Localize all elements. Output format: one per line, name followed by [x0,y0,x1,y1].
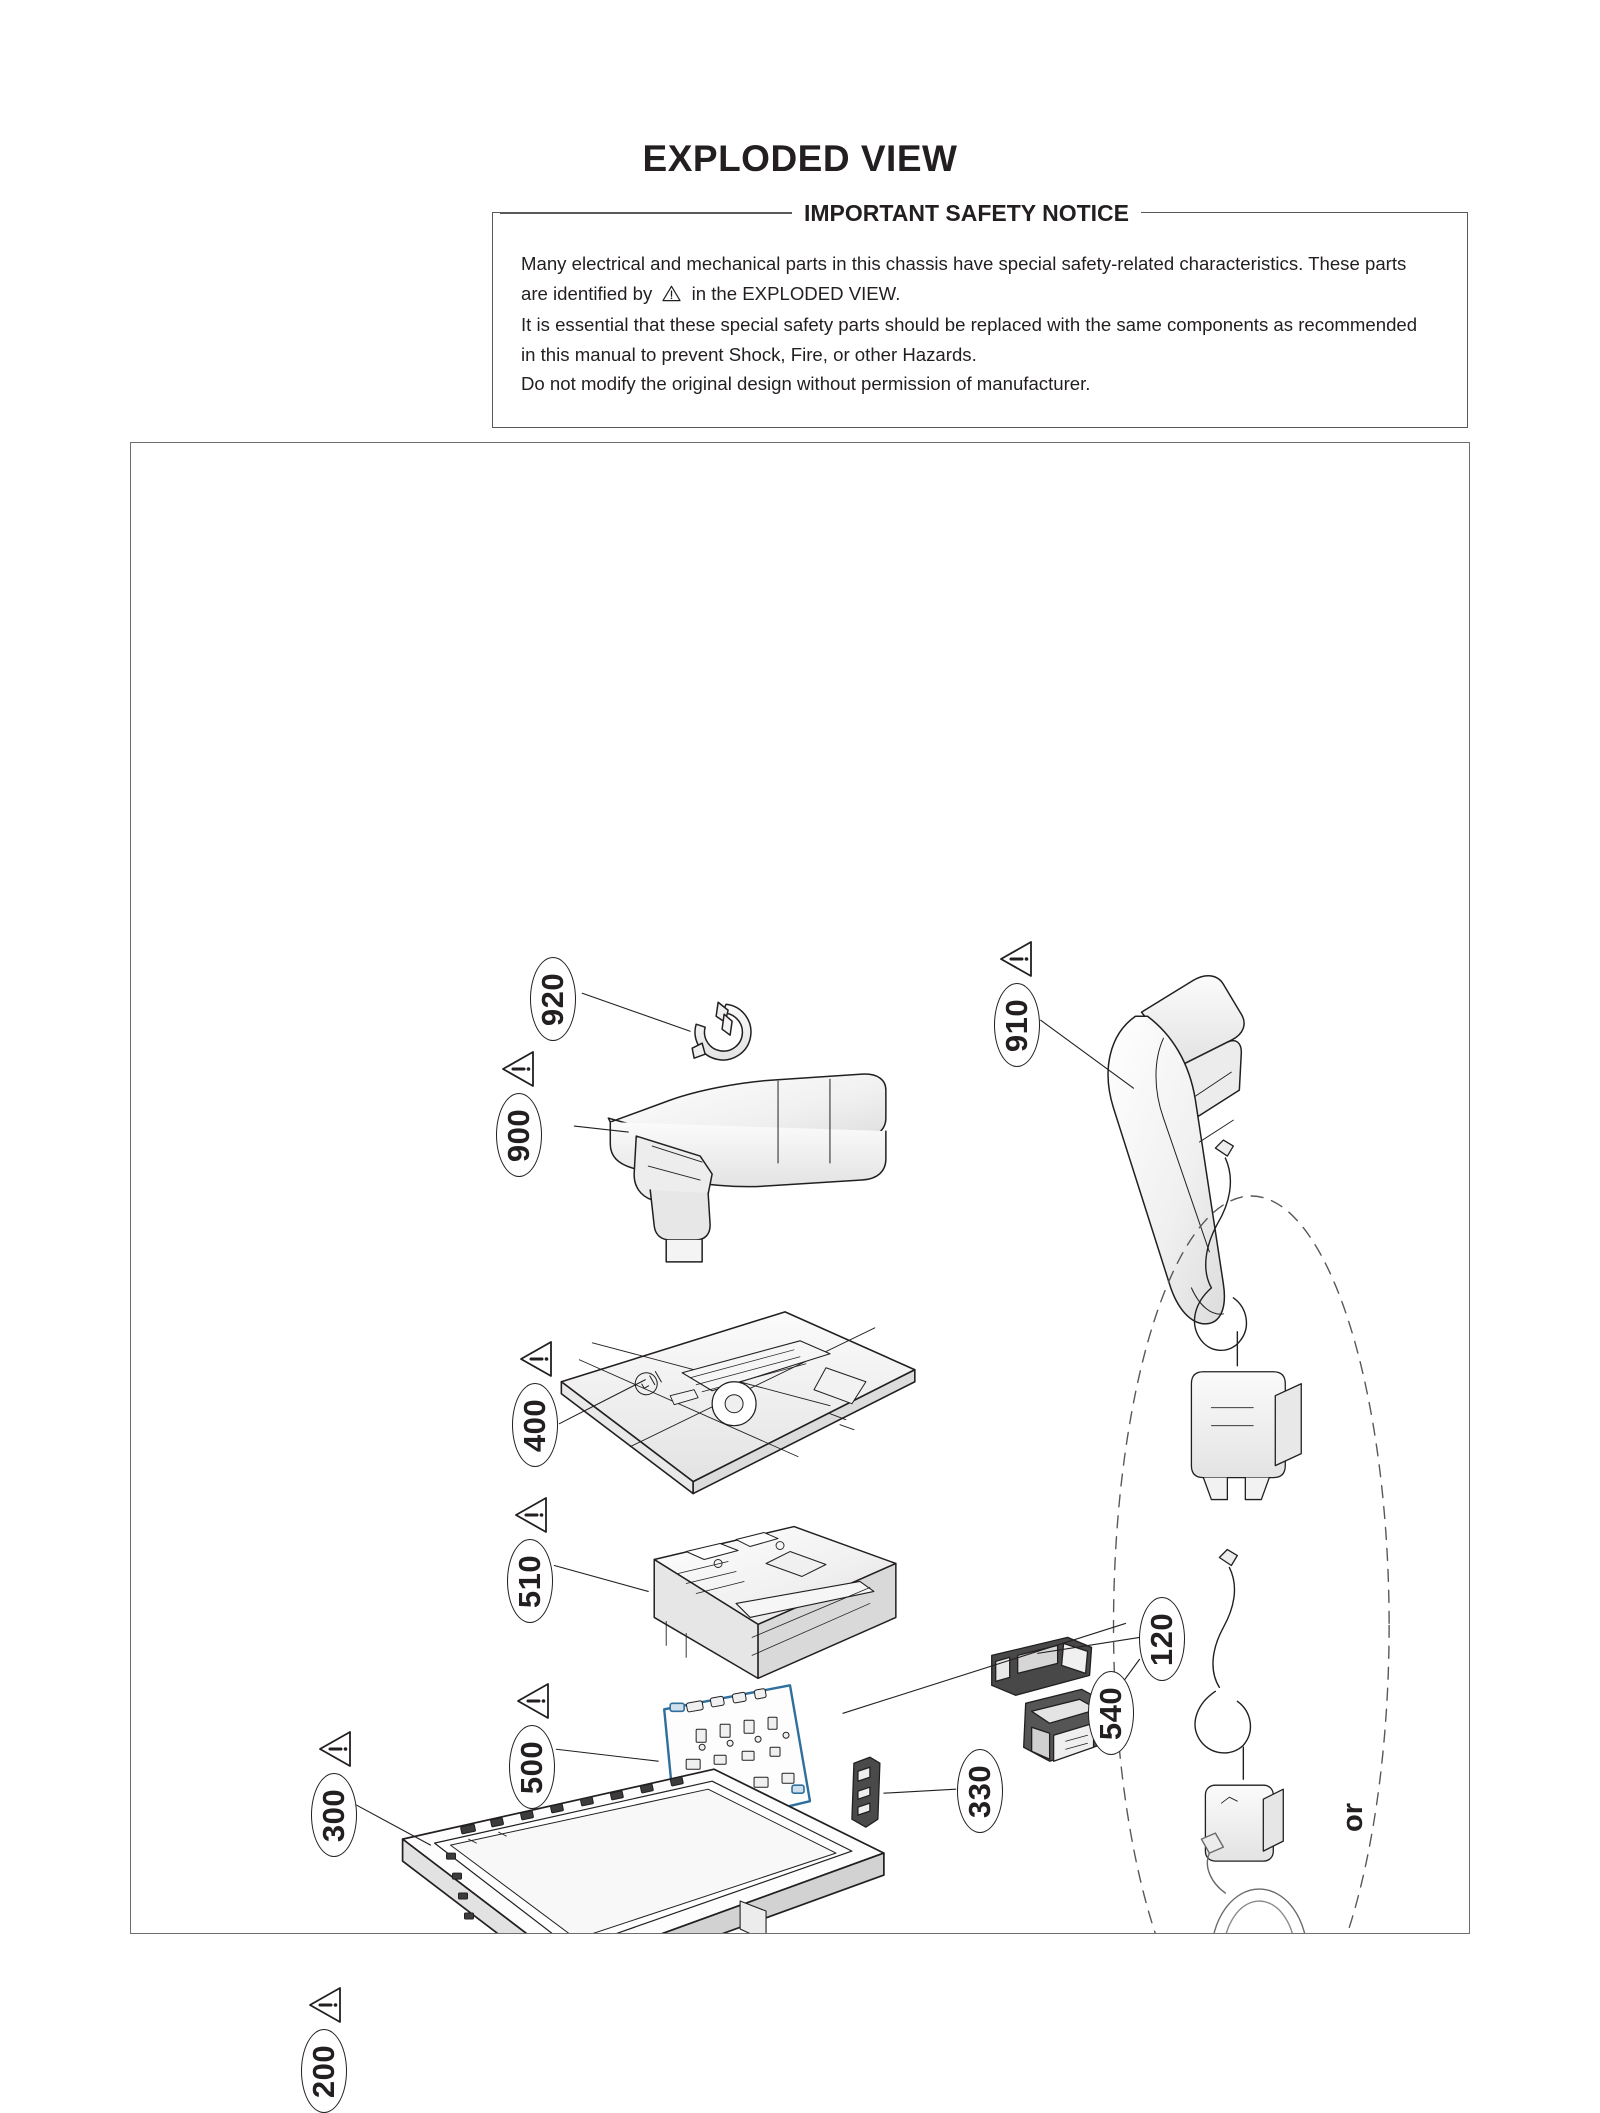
part-control-switch-330 [852,1757,880,1827]
notice-line-3-text: It is essential that these special safety parts should be replaced with the same components as recommended [521,314,1418,335]
callout-balloon-500[interactable] [509,1725,555,1809]
callout-balloon-330[interactable] [957,1749,1003,1833]
important-safety-notice-box [492,212,1468,428]
notice-line-4-text: in this manual to prevent Shock, Fire, or other Hazards. [521,343,977,365]
callout-balloon-400[interactable] [512,1383,558,1467]
part-rear-cover-400 [561,1312,914,1494]
warning-triangle-icon [509,1495,555,1535]
callout-number-120: 120 [1144,1612,1180,1666]
notice-line-2 [521,279,1445,311]
callout-number-300: 300 [316,1788,352,1842]
warning-triangle-icon [514,1339,560,1379]
callout-balloon-920[interactable] [530,957,576,1041]
safety-notice-text [493,213,1467,427]
notice-line-5-text: Do not modify the original design without permission of manufacturer. [521,373,1091,394]
notice-line-3 [521,310,1445,340]
part-front-bezel-300 [403,1769,884,1933]
adapter-brick [1195,1550,1283,1862]
part-stand-neck-900 [608,1074,886,1262]
notice-title: IMPORTANT SAFETY NOTICE [792,198,1141,228]
callout-number-900: 900 [501,1108,537,1162]
callout-number-540: 540 [1093,1686,1129,1740]
leader-line-300 [357,1805,431,1845]
callout-number-200: 200 [306,2044,342,2098]
notice-line-1 [521,249,1445,279]
leader-line-510 [554,1565,648,1591]
callout-balloon-300[interactable] [311,1773,357,1857]
warning-triangle-icon [511,1681,557,1721]
warning-triangle-icon [994,939,1040,979]
notice-line-4 [521,340,1445,370]
warning-triangle-icon [662,281,681,311]
callout-balloon-120[interactable] [1139,1597,1185,1681]
notice-line-2-text-b: in the EXPLODED VIEW. [691,282,901,304]
warning-triangle-icon [313,1729,359,1769]
callout-number-500: 500 [514,1740,550,1794]
exploded-view-illustration [131,443,1469,1933]
notice-line-2-text-a: are identified by [521,282,653,304]
callout-balloon-910[interactable] [994,983,1040,1067]
callout-balloon-900[interactable] [496,1093,542,1177]
callout-number-510: 510 [512,1554,548,1608]
page-title: EXPLODED VIEW [642,138,958,179]
warning-triangle-icon [303,1985,349,2025]
leader-line-500 [556,1749,658,1761]
leader-line-920 [582,993,690,1031]
notice-line-1-text: Many electrical and mechanical parts in this chassis have special safety-related characteristics. These parts [521,253,1407,274]
callout-number-920: 920 [535,972,571,1026]
part-shield-bracket-510 [654,1527,896,1679]
callout-number-910: 910 [999,998,1035,1052]
part-retaining-clip-920 [692,1002,751,1060]
callout-balloon-200[interactable] [301,2029,347,2113]
warning-triangle-icon [496,1049,542,1089]
callout-number-330: 330 [962,1764,998,1818]
alternative-or-label: or [1337,1803,1369,1832]
callout-number-400: 400 [517,1398,553,1452]
notice-line-5 [521,369,1445,399]
leader-line-330 [884,1789,956,1793]
callout-balloon-510[interactable] [507,1539,553,1623]
callout-balloon-540[interactable] [1088,1671,1134,1755]
exploded-view-drawing-frame [130,442,1470,2098]
